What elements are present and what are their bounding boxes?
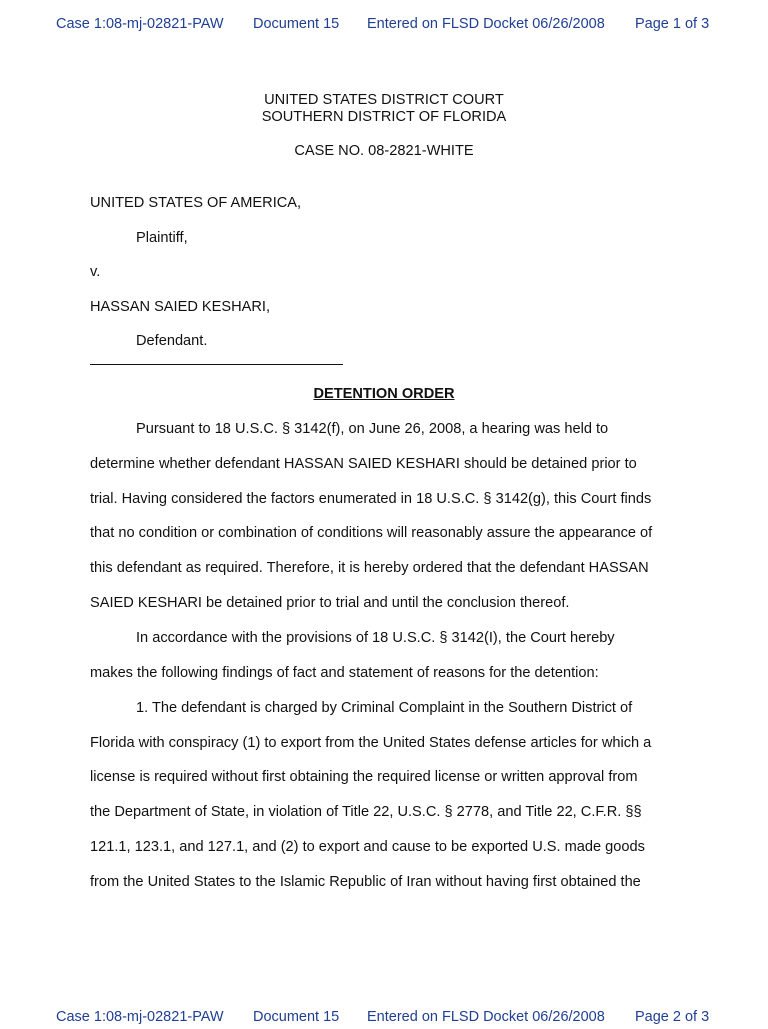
docket-entry-stamp: Entered on FLSD Docket 06/26/2008	[367, 16, 605, 32]
body-line: trial. Having considered the factors enumerated in 18 U.S.C. § 3142(g), this Court finds	[90, 491, 652, 507]
court-name: UNITED STATES DISTRICT COURT	[264, 92, 504, 108]
document-number-stamp: Document 15	[253, 1009, 340, 1025]
case-number-stamp: Case 1:08-mj-02821-PAW	[56, 1009, 224, 1025]
body-line: this defendant as required. Therefore, it is hereby ordered that the defendant HASSAN	[90, 560, 649, 576]
page-count-stamp: Page 2 of 3	[635, 1009, 710, 1025]
plaintiff-name: UNITED STATES OF AMERICA,	[90, 195, 302, 211]
body-line: Pursuant to 18 U.S.C. § 3142(f), on June 26, 2008, a hearing was held to	[136, 421, 609, 437]
court-district: SOUTHERN DISTRICT OF FLORIDA	[261, 109, 507, 125]
body-line: In accordance with the provisions of 18 U.S.C. § 3142(I), the Court hereby	[136, 630, 615, 646]
defendant-role: Defendant.	[136, 333, 208, 349]
body-line: that no condition or combination of conditions will reasonably assure the appearance of	[90, 525, 653, 541]
body-line: 121.1, 123.1, and 127.1, and (2) to export and cause to be exported U.S. made goods	[90, 839, 645, 855]
docket-header-page-2	[0, 1009, 768, 1029]
caption-divider	[90, 364, 343, 365]
versus-label: v.	[90, 264, 101, 280]
body-line: 1. The defendant is charged by Criminal Complaint in the Southern District of	[136, 700, 633, 716]
docket-header-page-1	[0, 16, 768, 36]
body-line: makes the following findings of fact and statement of reasons for the detention:	[90, 665, 599, 681]
body-line: determine whether defendant HASSAN SAIED KESHARI should be detained prior to	[90, 456, 637, 472]
body-line: the Department of State, in violation of Title 22, U.S.C. § 2778, and Title 22, C.F.R. §§	[90, 804, 642, 820]
document-number-stamp: Document 15	[253, 16, 340, 32]
docket-entry-stamp: Entered on FLSD Docket 06/26/2008	[367, 1009, 605, 1025]
case-number-stamp: Case 1:08-mj-02821-PAW	[56, 16, 224, 32]
page-count-stamp: Page 1 of 3	[635, 16, 710, 32]
body-line: from the United States to the Islamic Republic of Iran without having first obtained the	[90, 874, 641, 890]
plaintiff-role: Plaintiff,	[136, 230, 188, 246]
case-number: CASE NO. 08-2821-WHITE	[294, 143, 474, 159]
defendant-name: HASSAN SAIED KESHARI,	[90, 299, 271, 315]
order-title: DETENTION ORDER	[313, 386, 455, 402]
body-line: SAIED KESHARI be detained prior to trial and until the conclusion thereof.	[90, 595, 570, 611]
body-line: license is required without first obtaining the required license or written approval from	[90, 769, 638, 785]
body-line: Florida with conspiracy (1) to export from the United States defense articles for which a	[90, 735, 652, 751]
